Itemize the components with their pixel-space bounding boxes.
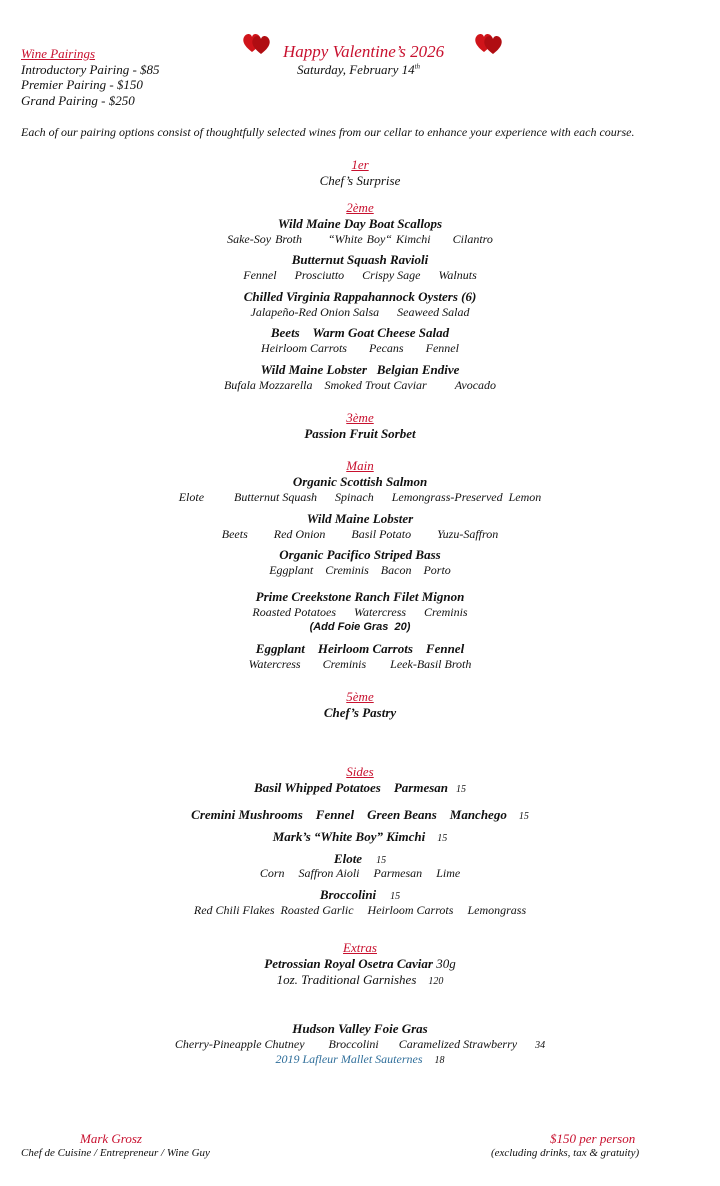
chef-name: Mark Grosz [80, 1131, 142, 1146]
caviar-detail: 1oz. Traditional Garnishes 120 [276, 972, 444, 987]
event-title: Happy Valentine’s 2026 [283, 42, 445, 61]
dish-name: Eggplant Heirloom Carrots Fennel [255, 641, 465, 656]
wine-pairings-title: Wine Pairings [21, 46, 96, 61]
course-label-2eme: 2ème [346, 200, 374, 215]
dish-name: Organic Scottish Salmon [292, 474, 428, 489]
pairing-description: Each of our pairing options consist of thoughtfully selected wines from our cellar to enhance your experience with each course. [21, 125, 635, 139]
side-item: Cremini Mushrooms Fennel Green Beans Manchego 15 [191, 807, 529, 822]
pairing-premier: Premier Pairing - $150 [21, 77, 143, 92]
extras-label: Extras [343, 940, 377, 955]
course-label-main: Main [346, 458, 374, 473]
dish-sides: Fennel Prosciutto Crispy Sage Walnuts [243, 268, 477, 282]
dish-name: Wild Maine Day Boat Scallops [277, 216, 443, 231]
price-per-person: $150 per person [550, 1131, 636, 1146]
dish-name: Prime Creekstone Ranch Filet Mignon [255, 589, 465, 604]
side-item: Broccolini 15 [319, 887, 401, 902]
side-details: Red Chili Flakes Roasted Garlic Heirloom Carrots Lemongrass [193, 903, 527, 917]
foie-sides: Cherry-Pineapple Chutney Broccolini Caramelized Strawberry 34 [174, 1037, 546, 1051]
dish-addon: (Add Foie Gras 20) [309, 621, 411, 633]
course-item-5eme: Chef’s Pastry [323, 705, 397, 720]
dish-name: Beets Warm Goat Cheese Salad [270, 325, 450, 340]
dish-sides: Heirloom Carrots Pecans Fennel [261, 341, 459, 355]
side-item: Elote 15 [333, 851, 387, 866]
course-label-5eme: 5ème [346, 689, 374, 704]
pairing-grand: Grand Pairing - $250 [21, 93, 135, 108]
course-label-1er: 1er [351, 157, 369, 172]
dish-sides: Jalapeño-Red Onion Salsa Seaweed Salad [250, 305, 470, 319]
dish-name: Organic Pacifico Striped Bass [279, 547, 441, 562]
dish-sides: Beets Red Onion Basil Potato Yuzu-Saffron [221, 527, 499, 541]
foie-name: Hudson Valley Foie Gras [292, 1021, 428, 1036]
caviar-item: Petrossian Royal Osetra Caviar 30g [264, 956, 456, 971]
event-date: Saturday, February 14th [297, 62, 421, 77]
pairing-intro: Introductory Pairing - $85 [21, 62, 160, 77]
side-item: Mark’s “White Boy” Kimchi 15 [272, 829, 448, 844]
hearts-icon [474, 30, 504, 56]
dish-sides: Bufala Mozzarella Smoked Trout Caviar Avocado [223, 378, 497, 392]
dish-name: Wild Maine Lobster Belgian Endive [260, 362, 460, 377]
dish-sides: Roasted Potatoes Watercress Creminis [252, 605, 468, 619]
dish-sides: Sake-Soy Broth “White Boy“ Kimchi Cilantro [227, 232, 493, 246]
hearts-icon [242, 30, 272, 56]
dish-name: Butternut Squash Ravioli [291, 252, 429, 267]
dish-sides: Eggplant Creminis Bacon Porto [269, 563, 451, 577]
dish-sides: Elote Butternut Squash Spinach Lemongrass-Preserved Lemon [178, 490, 542, 504]
price-note: (excluding drinks, tax & gratuity) [491, 1147, 640, 1159]
dish-name: Wild Maine Lobster [306, 511, 414, 526]
course-item-1er: Chef’s Surprise [319, 173, 401, 188]
dish-name: Chilled Virginia Rappahannock Oysters (6) [243, 289, 477, 304]
sides-label: Sides [346, 764, 374, 779]
wine-pairing: 2019 Lafleur Mallet Sauternes 18 [275, 1052, 445, 1066]
course-label-3eme: 3ème [346, 410, 374, 425]
dish-sides: Watercress Creminis Leek-Basil Broth [248, 657, 472, 671]
chef-title: Chef de Cuisine / Entrepreneur / Wine Guy [21, 1147, 210, 1159]
side-item: Basil Whipped Potatoes Parmesan 15 [253, 780, 467, 795]
side-details: Corn Saffron Aioli Parmesan Lime [259, 866, 461, 880]
course-item-3eme: Passion Fruit Sorbet [304, 426, 416, 441]
